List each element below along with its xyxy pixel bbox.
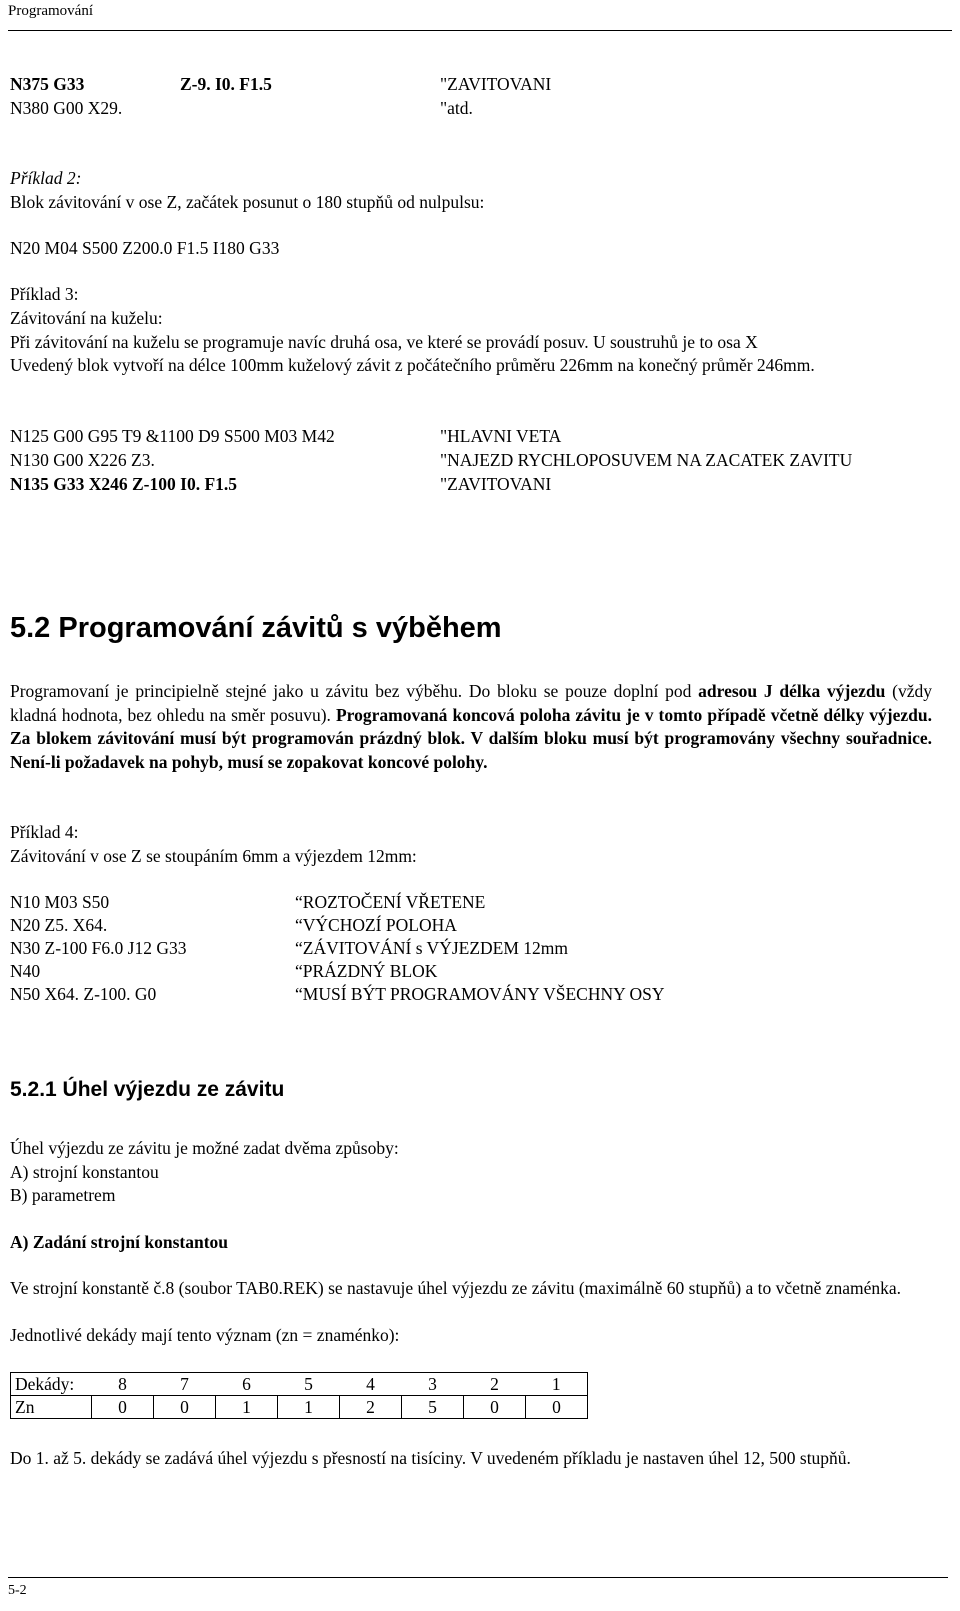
code-comment: “PRÁZDNÝ BLOK <box>295 961 438 981</box>
code-line: N50 X64. Z-100. G0 <box>10 984 157 1004</box>
table-cell: 2 <box>340 1396 402 1419</box>
table-cell: 4 <box>340 1373 402 1396</box>
page-number: 5-2 <box>8 1583 27 1598</box>
decades-table <box>10 1372 588 1419</box>
footer-rule <box>8 1577 948 1578</box>
paragraph: Programovaní je principielně stejné jako u závitu bez výběhu. Do bloku se pouze doplní pod adresou J délka výjezdu (vždy kladná hodnota, bez ohledu na směr posuvu). Programovaná koncová poloha závitu je v tomto případě včetně délky výjezdu. Za blokem závitování musí být programován prázdný blok. V dalším bloku musí být programovány všechny souřadnice. Není-li požadavek na pohyb, musí se zopakovat koncové polohy. <box>10 681 932 772</box>
code-line: N130 G00 X226 Z3. <box>10 450 155 470</box>
table-cell: 6 <box>216 1373 278 1396</box>
example-title: Příklad 4: <box>10 822 79 842</box>
table-cell: 0 <box>526 1396 588 1419</box>
code-comment: "ZAVITOVANI <box>440 74 552 94</box>
code-line: N135 G33 X246 Z-100 I0. F1.5 <box>10 474 238 494</box>
table-cell: 0 <box>92 1396 154 1419</box>
table-cell: 5 <box>402 1396 464 1419</box>
table-cell: 8 <box>92 1373 154 1396</box>
code-line: N380 G00 X29. <box>10 98 123 118</box>
table-cell: 5 <box>278 1373 340 1396</box>
code-line: N30 Z-100 F6.0 J12 G33 <box>10 938 187 958</box>
code-comment: "atd. <box>440 98 473 118</box>
code-comment: "ZAVITOVANI <box>440 474 552 494</box>
table-cell: 7 <box>154 1373 216 1396</box>
list-item: A) strojní konstantou <box>10 1162 159 1182</box>
table-row <box>11 1373 588 1396</box>
code-comment: “ROZTOČENÍ VŘETENE <box>295 892 486 912</box>
table-cell: 3 <box>402 1373 464 1396</box>
code-comment: "NAJEZD RYCHLOPOSUVEM NA ZACATEK ZAVITU <box>440 450 853 470</box>
subsection-heading: 5.2.1 Úhel výjezdu ze závitu <box>10 1078 285 1101</box>
code-line: N20 Z5. X64. <box>10 915 108 935</box>
table-cell: 1 <box>278 1396 340 1419</box>
table-cell: 1 <box>526 1373 588 1396</box>
paragraph: Do 1. až 5. dekády se zadává úhel výjezdu s přesností na tisíciny. V uvedeném příkladu je nastaven úhel 12, 500 stupňů. <box>10 1448 851 1468</box>
paragraph: Ve strojní konstantě č.8 (soubor TAB0.REK) se nastavuje úhel výjezdu ze závitu (maximálně 60 stupňů) a to včetně znaménka. <box>10 1278 902 1298</box>
list-item: B) parametrem <box>10 1185 116 1205</box>
code-line: N40 <box>10 961 41 981</box>
section-heading: 5.2 Programování závitů s výběhem <box>10 612 502 644</box>
paragraph: Úhel výjezdu ze závitu je možné zadat dvěma způsoby: <box>10 1138 399 1158</box>
code-comment: "HLAVNI VETA <box>440 426 562 446</box>
paragraph: Uvedený blok vytvoří na délce 100mm kuželový závit z počátečního průměru 226mm na konečný průměr 246mm. <box>10 355 815 375</box>
example-description: Závitování v ose Z se stoupáním 6mm a výjezdem 12mm: <box>10 846 417 866</box>
paragraph: Jednotlivé dekády mají tento význam (zn = znaménko): <box>10 1325 400 1345</box>
code-comment: “ZÁVITOVÁNÍ s VÝJEZDEM 12mm <box>295 938 569 958</box>
table-cell: Dekády: <box>11 1373 92 1396</box>
code-comment: “MUSÍ BÝT PROGRAMOVÁNY VŠECHNY OSY <box>295 984 665 1004</box>
subheading: A) Zadání strojní konstantou <box>10 1232 228 1252</box>
table-cell: 2 <box>464 1373 526 1396</box>
table-cell: 0 <box>464 1396 526 1419</box>
paragraph: Při závitování na kuželu se programuje navíc druhá osa, ve které se provádí posuv. U soustruhů je to osa X <box>10 332 758 352</box>
table-cell: 0 <box>154 1396 216 1419</box>
example-title: Příklad 2: <box>10 168 82 188</box>
table-cell: 1 <box>216 1396 278 1419</box>
header-rule <box>8 30 952 31</box>
code-line: N10 M03 S50 <box>10 892 110 912</box>
code-line: N125 G00 G95 T9 &1100 D9 S500 M03 M42 <box>10 426 335 446</box>
code-line: N375 G33 <box>10 74 85 94</box>
example-subtitle: Závitování na kuželu: <box>10 308 163 328</box>
example-description: Blok závitování v ose Z, začátek posunut o 180 stupňů od nulpulsu: <box>10 192 485 212</box>
code-line: N20 M04 S500 Z200.0 F1.5 I180 G33 <box>10 238 280 258</box>
code-comment: “VÝCHOZÍ POLOHA <box>295 915 457 935</box>
table-cell: Zn <box>11 1396 92 1419</box>
code-line-params: Z-9. I0. F1.5 <box>180 74 272 94</box>
example-title: Příklad 3: <box>10 284 79 304</box>
page-header-title: Programování <box>8 3 93 19</box>
table-row <box>11 1396 588 1419</box>
